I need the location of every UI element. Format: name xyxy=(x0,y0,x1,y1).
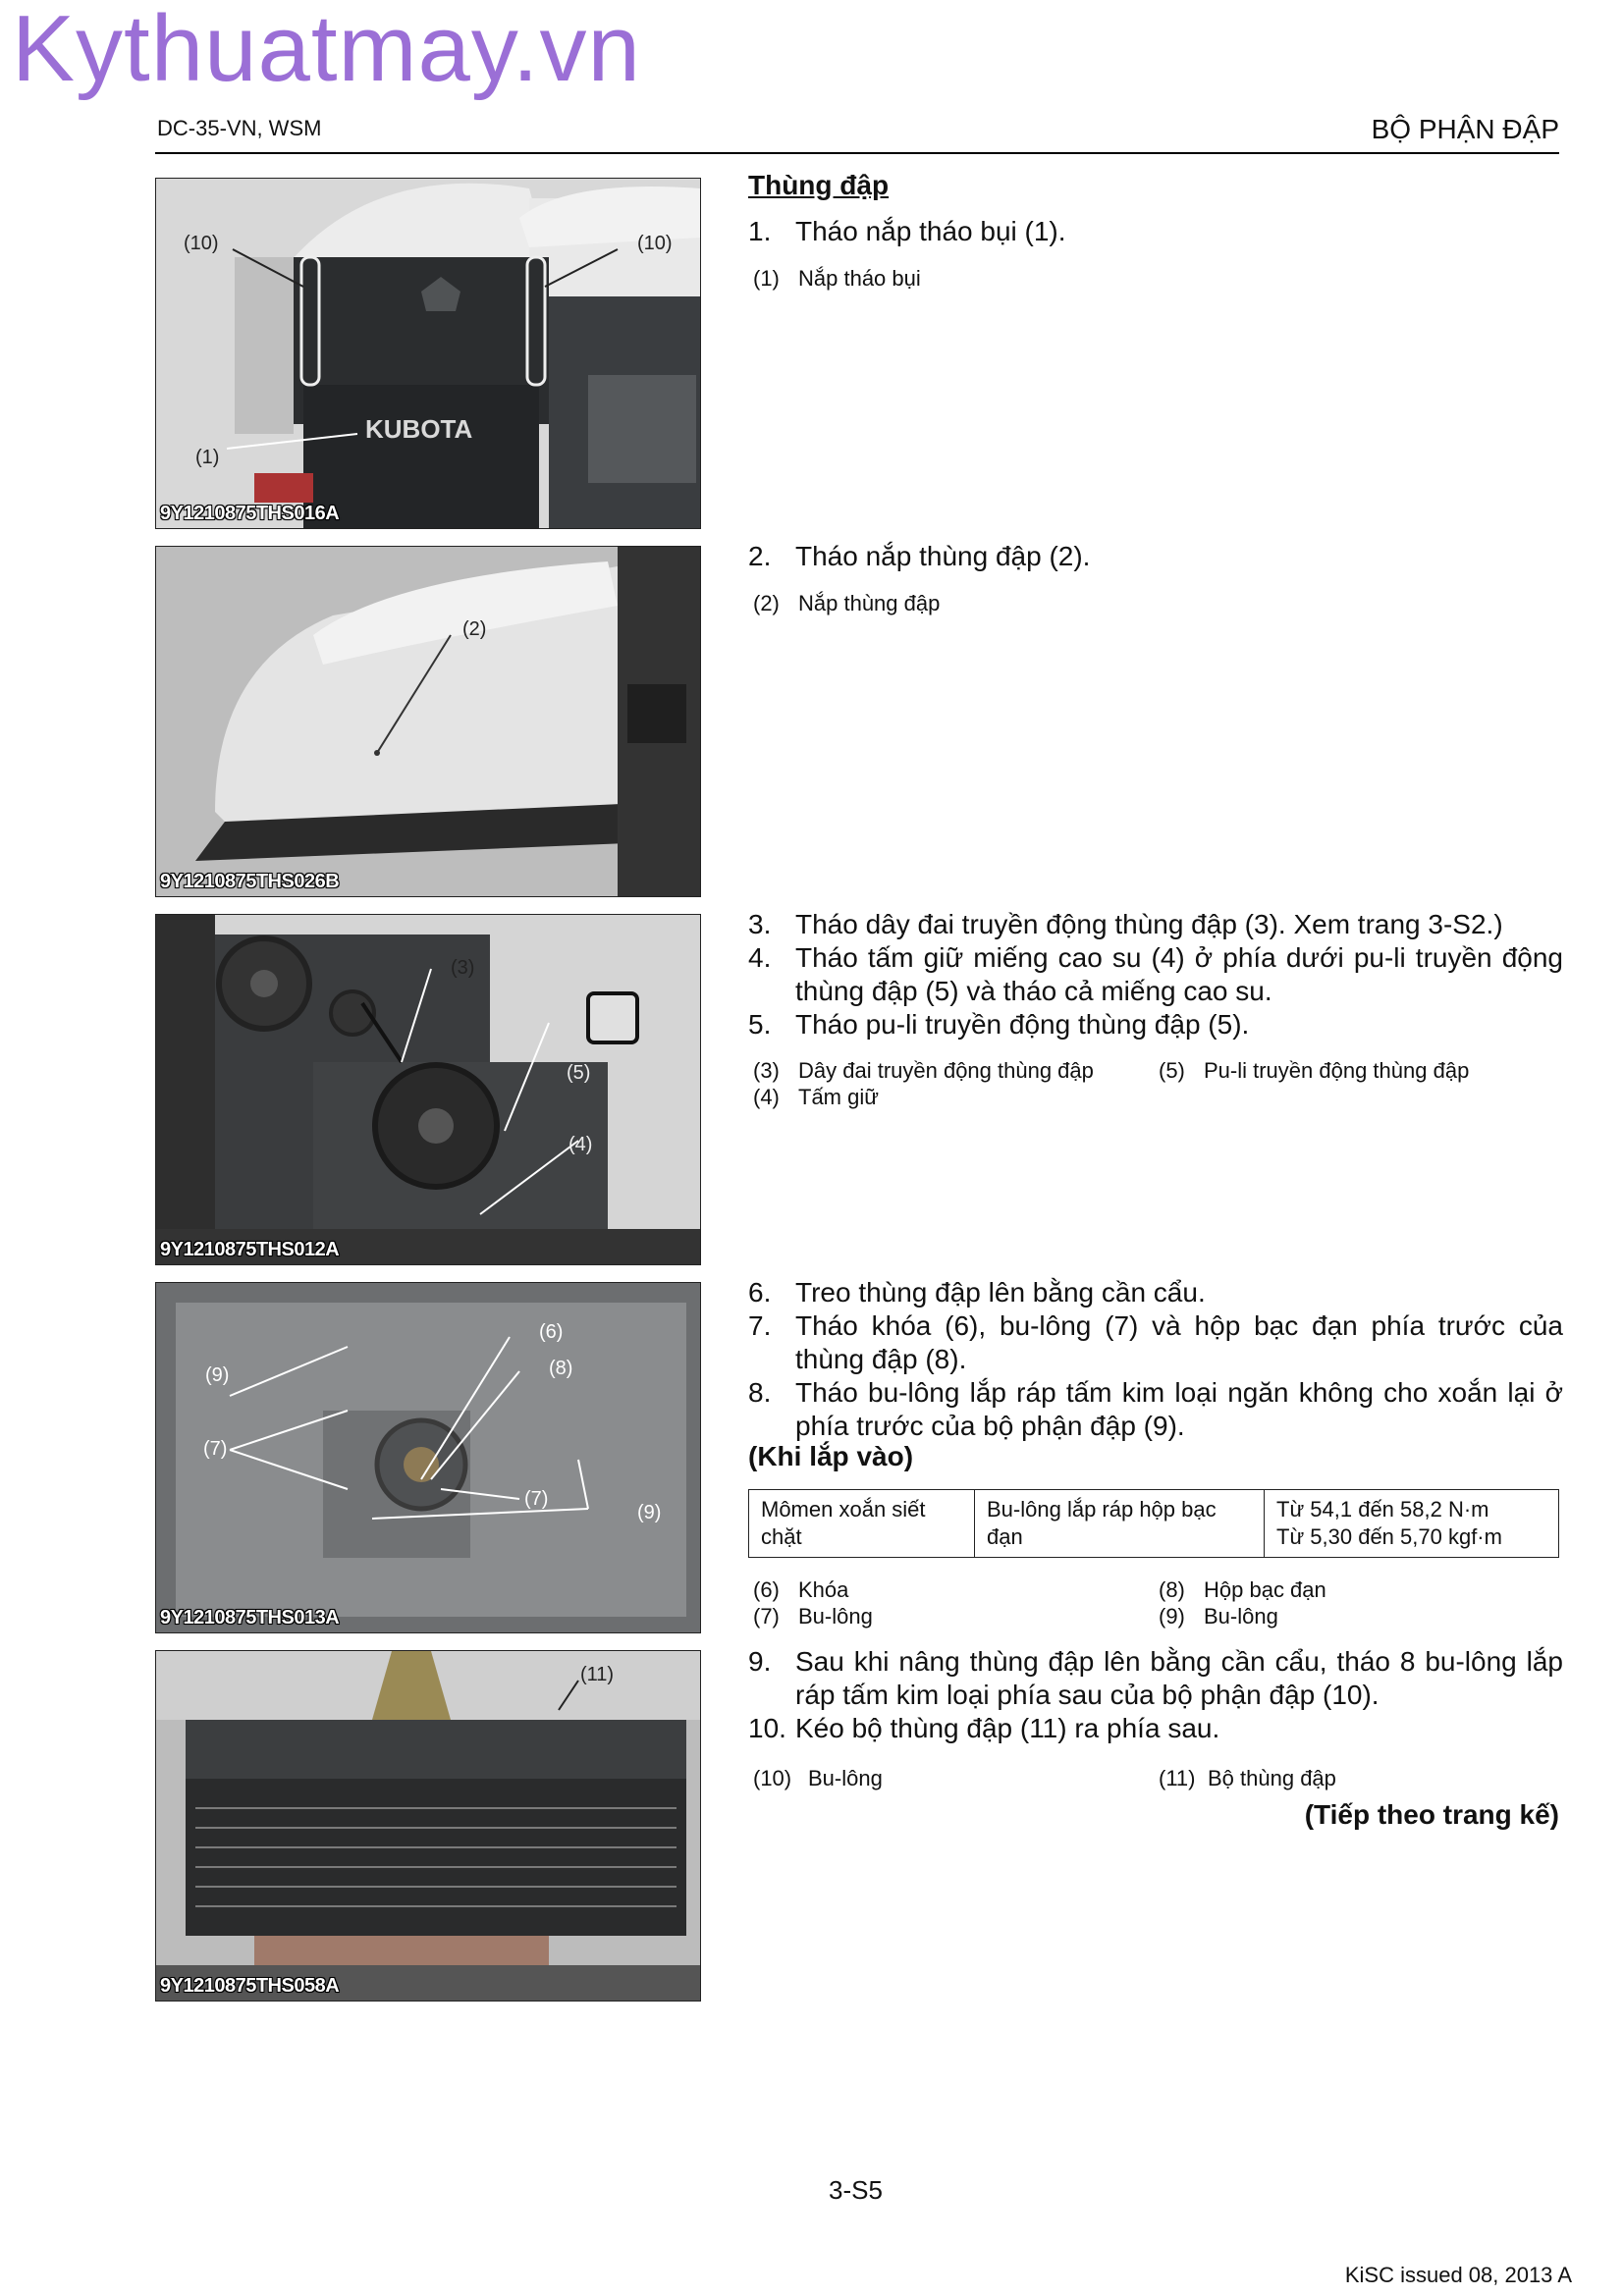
step-text: Treo thùng đập lên bằng cần cẩu. xyxy=(795,1277,1206,1308)
legend-item: (2) Nắp thùng đập xyxy=(753,591,941,615)
step-text: Tháo dây đai truyền động thùng đập (3). Xem trang 3-S2.) xyxy=(795,909,1503,939)
step-5 xyxy=(748,1008,1563,1041)
fig1-label-10a: (10) xyxy=(184,233,219,254)
legend-item: (6) Khóa xyxy=(753,1577,849,1602)
step-text: Tháo pu-li truyền động thùng đập (5). xyxy=(795,1009,1250,1040)
figure-2-code: 9Y1210875THS026B xyxy=(160,871,340,892)
legend-item: (4) Tấm giữ xyxy=(753,1085,879,1109)
fig4-label-8: (8) xyxy=(549,1358,573,1379)
legend-item: (3) Dây đai truyền động thùng đập xyxy=(753,1058,1094,1083)
step-number: 7. xyxy=(748,1310,772,1341)
step-text: Tháo khóa (6), bu-lông (7) và hộp bạc đạn phía trước của thùng đập (8). xyxy=(795,1310,1563,1374)
fig3-label-5: (5) xyxy=(567,1062,591,1084)
fig1-label-1: (1) xyxy=(195,447,220,468)
step-1 xyxy=(748,215,1563,248)
page-number: 3-S5 xyxy=(829,2175,883,2205)
legend-item: (5) Pu-li truyền động thùng đập xyxy=(1159,1058,1470,1083)
section-header: BỘ PHẬN ĐẬP xyxy=(1371,114,1559,144)
step-2 xyxy=(748,540,1563,573)
step-text: Tháo bu-lông lắp ráp tấm kim loại ngăn không cho xoắn lại ở phía trước của bộ phận đập (9). xyxy=(795,1377,1563,1441)
torque-label: Mômen xoắn siết chặt xyxy=(749,1490,975,1558)
step-number: 8. xyxy=(748,1377,772,1408)
continued-note: (Tiếp theo trang kế) xyxy=(1304,1799,1559,1830)
figure-4-code: 9Y1210875THS013A xyxy=(160,1607,340,1629)
step-6 xyxy=(748,1276,1563,1309)
install-heading: (Khi lắp vào) xyxy=(748,1441,914,1471)
step-4 xyxy=(748,941,1563,1008)
fig2-label-2: (2) xyxy=(462,618,487,640)
step-number: 3. xyxy=(748,909,772,939)
watermark: Kythuatmay.vn xyxy=(12,0,641,101)
torque-table xyxy=(748,1489,1559,1558)
figure-3-code: 9Y1210875THS012A xyxy=(160,1239,340,1260)
figure-5-code: 9Y1210875THS058A xyxy=(160,1975,340,1997)
legend-item: (8) Hộp bạc đạn xyxy=(1159,1577,1326,1602)
step-number: 2. xyxy=(748,541,772,571)
legend-item: (1) Nắp tháo bụi xyxy=(753,266,921,291)
fig4-label-6: (6) xyxy=(539,1321,564,1343)
step-text: Kéo bộ thùng đập (11) ra phía sau. xyxy=(795,1713,1220,1743)
legend-item: (11) Bộ thùng đập xyxy=(1159,1766,1336,1790)
doc-id: DC-35-VN, WSM xyxy=(157,116,322,140)
fig4-label-9a: (9) xyxy=(205,1364,230,1386)
step-7 xyxy=(748,1309,1563,1376)
legend-item: (9) Bu-lông xyxy=(1159,1604,1278,1629)
step-8 xyxy=(748,1376,1563,1443)
fig4-label-9b: (9) xyxy=(637,1502,662,1523)
step-3 xyxy=(748,908,1563,941)
figure-2-photo xyxy=(155,546,701,897)
legend-item: (7) Bu-lông xyxy=(753,1604,873,1629)
fig4-label-7a: (7) xyxy=(203,1438,228,1460)
section-title: Thùng đập xyxy=(748,170,890,200)
step-9 xyxy=(748,1645,1563,1712)
torque-values xyxy=(1265,1490,1559,1558)
figure-1-photo xyxy=(155,178,701,529)
torque-target: Bu-lông lắp ráp hộp bạc đạn xyxy=(975,1490,1265,1558)
header-rule xyxy=(155,152,1559,154)
svg-text:KUBOTA: KUBOTA xyxy=(365,414,473,444)
step-number: 9. xyxy=(748,1646,772,1677)
step-text: Sau khi nâng thùng đập lên bằng cần cẩu, tháo 8 bu-lông lắp ráp tấm kim loại phía sau của bộ phận đập (10). xyxy=(795,1646,1563,1710)
issued-footer: KiSC issued 08, 2013 A xyxy=(1344,2263,1572,2287)
fig3-label-3: (3) xyxy=(451,957,475,979)
fig3-label-4: (4) xyxy=(568,1134,593,1155)
figure-3-photo xyxy=(155,914,701,1265)
torque-value-nm: Từ 54,1 đến 58,2 N·m xyxy=(1276,1497,1489,1522)
fig1-label-10b: (10) xyxy=(637,233,673,254)
figure-4-photo xyxy=(155,1282,701,1633)
torque-value-kgf: Từ 5,30 đến 5,70 kgf·m xyxy=(1276,1524,1502,1549)
step-number: 1. xyxy=(748,216,772,246)
table-row xyxy=(749,1490,1559,1558)
legend-item: (10) Bu-lông xyxy=(753,1766,883,1790)
step-number: 10. xyxy=(748,1713,786,1743)
fig4-label-7b: (7) xyxy=(524,1488,549,1510)
step-text: Tháo nắp thùng đập (2). xyxy=(795,541,1091,571)
step-text: Tháo nắp tháo bụi (1). xyxy=(795,216,1066,246)
step-10 xyxy=(748,1712,1563,1745)
step-number: 5. xyxy=(748,1009,772,1040)
figure-1-code: 9Y1210875THS016A xyxy=(160,503,340,524)
figure-5-photo xyxy=(155,1650,701,2002)
step-number: 6. xyxy=(748,1277,772,1308)
step-number: 4. xyxy=(748,942,772,973)
step-text: Tháo tấm giữ miếng cao su (4) ở phía dưới pu-li truyền động thùng đập (5) và tháo cả miếng cao su. xyxy=(795,942,1563,1006)
fig5-label-11: (11) xyxy=(580,1664,615,1685)
